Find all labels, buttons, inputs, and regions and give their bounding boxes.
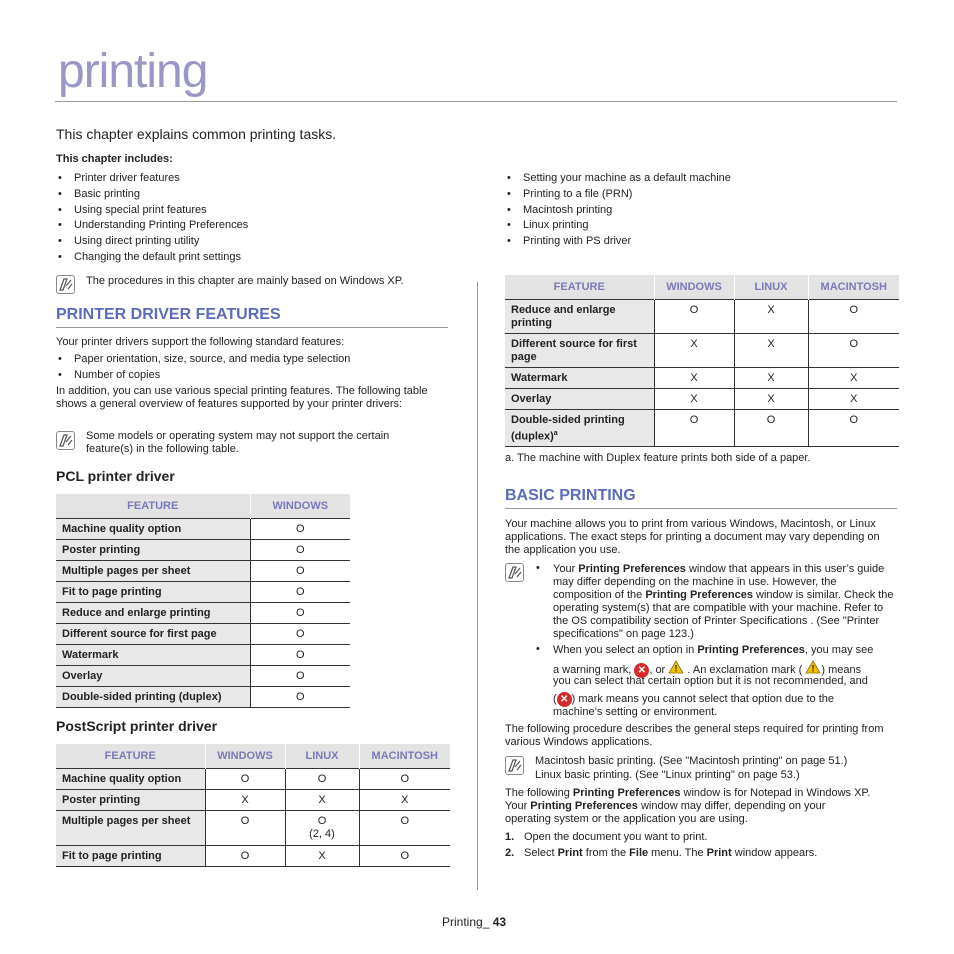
text-run: a warning mark, bbox=[553, 663, 632, 676]
error-icon: ✕ bbox=[557, 692, 572, 707]
value-cell: O bbox=[250, 645, 350, 666]
toc-item: • Basic printing bbox=[56, 187, 456, 203]
text-run: Select bbox=[524, 847, 558, 859]
table-row bbox=[505, 334, 899, 368]
value-cell: O bbox=[250, 540, 350, 561]
value-cell: O bbox=[205, 811, 285, 846]
value-cell: X bbox=[205, 790, 285, 811]
value-cell: X bbox=[808, 389, 899, 410]
text-run: ( bbox=[553, 693, 557, 705]
toc-left bbox=[56, 171, 456, 266]
feature-cell: Fit to page printing bbox=[56, 846, 205, 867]
value-cell: O bbox=[808, 334, 899, 368]
feature-cell: Different source for first page bbox=[56, 624, 250, 645]
note-linux: Linux basic printing. (See "Linux printing" on page 53.) bbox=[535, 769, 800, 781]
ps-table bbox=[56, 744, 450, 867]
footer-label: Printing_ bbox=[442, 915, 490, 929]
page-footer bbox=[442, 915, 506, 929]
table-header-row bbox=[56, 744, 450, 769]
text-run: from the bbox=[582, 847, 630, 859]
text-run: When you select an option in bbox=[553, 644, 698, 656]
text-run: Open the document you want to print. bbox=[524, 831, 708, 843]
table-row bbox=[56, 645, 350, 666]
text-run: window that appears in this user’s guide may differ depending on the machine in use. However, the composition of the bbox=[553, 563, 885, 601]
table-header-row bbox=[56, 494, 350, 519]
section-rule bbox=[56, 327, 448, 328]
value-cell: O bbox=[654, 300, 734, 334]
value-cell: O bbox=[250, 666, 350, 687]
table-row bbox=[505, 300, 899, 334]
section-rule bbox=[505, 508, 897, 509]
warning-glyph: ! bbox=[674, 663, 678, 674]
table-row bbox=[56, 790, 450, 811]
feature-cell: Double-sided printing (duplex)$^a$ bbox=[505, 410, 654, 447]
value-cell: X bbox=[734, 300, 808, 334]
note-preferences bbox=[553, 563, 897, 641]
column-divider bbox=[477, 282, 478, 890]
value-cell: O bbox=[654, 410, 734, 447]
toc-item: • Changing the default print settings bbox=[56, 250, 456, 266]
toc-item: • Using special print features bbox=[56, 203, 456, 219]
note-windows-xp: The procedures in this chapter are mainly based on Windows XP. bbox=[86, 275, 404, 287]
value-cell: O bbox=[808, 410, 899, 447]
note-icon bbox=[56, 275, 75, 294]
list-item: • Number of copies bbox=[56, 368, 448, 384]
basic-p2: The following procedure describes the general steps required for printing from various Windows applications. bbox=[505, 723, 884, 748]
step-number: 2. bbox=[505, 847, 515, 859]
note-mac: Macintosh basic printing. (See "Macintosh printing" on page 51.) bbox=[535, 755, 848, 767]
note-icon bbox=[56, 431, 75, 450]
text-run: window may differ, depending on your bbox=[637, 800, 826, 812]
text-run: window is similar. Check the operating system(s) that are compatible with your machine. Refer to the OS compatibility section of Printer Specifications . (See "Printer specifications" on page 123.) bbox=[553, 589, 894, 640]
footnote-marker: a bbox=[553, 430, 558, 437]
toc-item: • Printing to a file (PRN) bbox=[505, 187, 905, 203]
table-row bbox=[505, 389, 899, 410]
text-run: Printing Preferences bbox=[578, 563, 686, 575]
value-cell: O bbox=[359, 811, 450, 846]
column-header: FEATURE bbox=[56, 494, 250, 519]
basic-p1: Your machine allows you to print from various Windows, Macintosh, or Linux applications. The exact steps for printing a document may vary depending on the application you use. bbox=[505, 518, 880, 556]
table-row bbox=[56, 846, 450, 867]
features-table bbox=[505, 275, 899, 447]
section-heading-driver: PRINTER DRIVER FEATURES bbox=[56, 306, 281, 323]
column-header: FEATURE bbox=[505, 275, 654, 300]
driver-p1: Your printer drivers support the following standard features: bbox=[56, 336, 345, 348]
text-run: Your bbox=[505, 800, 531, 812]
text-run: window appears. bbox=[731, 847, 818, 859]
text-run: menu. The bbox=[648, 847, 707, 859]
title-rule bbox=[55, 101, 897, 102]
driver-bullets bbox=[56, 352, 448, 384]
value-cell: X bbox=[734, 368, 808, 389]
value-cell: O bbox=[205, 846, 285, 867]
note-icon bbox=[505, 563, 524, 582]
page-number: 43 bbox=[492, 915, 507, 929]
text-run: The following bbox=[505, 787, 573, 799]
column-header: MACINTOSH bbox=[808, 275, 899, 300]
toc-item: • Setting your machine as a default machine bbox=[505, 171, 905, 187]
toc-item: • Macintosh printing bbox=[505, 203, 905, 219]
value-cell: O bbox=[808, 300, 899, 334]
toc-item: • Using direct printing utility bbox=[56, 234, 456, 250]
value-cell: X bbox=[654, 334, 734, 368]
feature-cell: Fit to page printing bbox=[56, 582, 250, 603]
column-header: WINDOWS bbox=[250, 494, 350, 519]
value-cell: X bbox=[285, 846, 359, 867]
driver-p2: In addition, you can use various special printing features. The following table shows a general overview of features supported by your printer drivers: bbox=[56, 385, 428, 410]
column-header: WINDOWS bbox=[205, 744, 285, 769]
table-row bbox=[56, 687, 350, 708]
toc-right bbox=[505, 171, 905, 250]
feature-cell: Multiple pages per sheet bbox=[56, 561, 250, 582]
warning-glyph: ! bbox=[811, 663, 815, 674]
text-run: File bbox=[629, 847, 649, 859]
toc-item: • Understanding Printing Preferences bbox=[56, 218, 456, 234]
text-run: ) means bbox=[821, 663, 862, 676]
value-cell: O bbox=[250, 603, 350, 624]
value-cell: O bbox=[285, 769, 359, 790]
text-run: Print bbox=[706, 847, 732, 859]
feature-cell: Reduce and enlarge printing bbox=[505, 300, 654, 334]
feature-cell: Watermark bbox=[56, 645, 250, 666]
text-run: . An exclamation mark ( bbox=[687, 663, 803, 676]
feature-cell: Poster printing bbox=[56, 540, 250, 561]
text-run: , or bbox=[649, 663, 666, 676]
table-row bbox=[56, 666, 350, 687]
text-run: Printing Preferences bbox=[530, 800, 638, 812]
feature-cell: Machine quality option bbox=[56, 519, 250, 540]
text-run: Printing Preferences bbox=[645, 589, 753, 601]
text-run: Printing Preferences bbox=[572, 787, 681, 799]
feature-cell: Overlay bbox=[56, 666, 250, 687]
page-title: printing bbox=[58, 45, 208, 98]
table-row bbox=[56, 603, 350, 624]
column-header: MACINTOSH bbox=[359, 744, 450, 769]
value-cell: X bbox=[808, 368, 899, 389]
step-item bbox=[505, 846, 895, 862]
toc-item: • Printer driver features bbox=[56, 171, 456, 187]
toc-item: • Linux printing bbox=[505, 218, 905, 234]
feature-cell: Poster printing bbox=[56, 790, 205, 811]
value-cell: O bbox=[734, 410, 808, 447]
feature-cell: Overlay bbox=[505, 389, 654, 410]
value-cell: O bbox=[250, 582, 350, 603]
value-cell: X bbox=[654, 368, 734, 389]
step-number: 1. bbox=[505, 831, 515, 843]
feature-cell: Reduce and enlarge printing bbox=[56, 603, 250, 624]
value-cell: O bbox=[359, 846, 450, 867]
table-row bbox=[56, 561, 350, 582]
pcl-heading: PCL printer driver bbox=[56, 468, 175, 484]
feature-cell: Multiple pages per sheet bbox=[56, 811, 205, 846]
note-warning-line: you can select that certain option but it is not recommended, and bbox=[553, 675, 868, 687]
text-run: window is for Notepad in Windows XP. bbox=[680, 787, 871, 799]
feature-cell: Double-sided printing (duplex) bbox=[56, 687, 250, 708]
column-header: LINUX bbox=[734, 275, 808, 300]
table-row bbox=[56, 624, 350, 645]
value-cell: X bbox=[734, 334, 808, 368]
intro-text: This chapter explains common printing tasks. bbox=[56, 126, 337, 142]
table-header-row bbox=[505, 275, 899, 300]
value-cell: O bbox=[250, 624, 350, 645]
table-row bbox=[505, 368, 899, 389]
feature-cell: Machine quality option bbox=[56, 769, 205, 790]
toc-item: • Printing with PS driver bbox=[505, 234, 905, 250]
value-cell: X bbox=[285, 790, 359, 811]
column-header: LINUX bbox=[285, 744, 359, 769]
note-support: Some models or operating system may not support the certain feature(s) in the following table. bbox=[86, 430, 390, 455]
value-cell: O bbox=[250, 519, 350, 540]
value-cell: X bbox=[359, 790, 450, 811]
table-footnote: a. The machine with Duplex feature prints both side of a paper. bbox=[505, 452, 811, 464]
value-cell: X bbox=[654, 389, 734, 410]
text-run: ) mark means you cannot select that option due to the bbox=[571, 693, 834, 705]
bullet-dot: • bbox=[536, 562, 540, 574]
text-run: Print bbox=[557, 847, 583, 859]
value-cell: O bbox=[205, 769, 285, 790]
table-row bbox=[56, 540, 350, 561]
text-run: , you may see bbox=[804, 644, 874, 656]
list-item: • Paper orientation, size, source, and media type selection bbox=[56, 352, 448, 368]
feature-cell: Watermark bbox=[505, 368, 654, 389]
value-cell: O bbox=[250, 687, 350, 708]
table-row bbox=[56, 811, 450, 846]
table-row bbox=[56, 519, 350, 540]
section-heading-basic: BASIC PRINTING bbox=[505, 487, 636, 504]
value-cell: O bbox=[359, 769, 450, 790]
table-row bbox=[56, 769, 450, 790]
text-run: Printing Preferences bbox=[697, 644, 805, 656]
value-cell: O (2, 4) bbox=[285, 811, 359, 846]
steps-list bbox=[505, 830, 895, 862]
ps-heading: PostScript printer driver bbox=[56, 718, 218, 734]
table-row bbox=[56, 582, 350, 603]
step-item bbox=[505, 830, 895, 846]
pcl-table bbox=[56, 494, 350, 708]
column-header: FEATURE bbox=[56, 744, 205, 769]
feature-cell: Different source for first page bbox=[505, 334, 654, 368]
text-run: operating system or the application you are using. bbox=[505, 813, 748, 825]
note-icon bbox=[505, 756, 524, 775]
includes-label: This chapter includes: bbox=[56, 153, 173, 165]
note-error-line: machine’s setting or environment. bbox=[553, 706, 718, 718]
note-select-option bbox=[553, 644, 897, 657]
error-icon: ✕ bbox=[634, 663, 649, 678]
table-row bbox=[505, 410, 899, 447]
column-header: WINDOWS bbox=[654, 275, 734, 300]
bullet-dot: • bbox=[536, 643, 540, 655]
value-cell: X bbox=[734, 389, 808, 410]
basic-p3 bbox=[505, 787, 900, 826]
value-cell: O bbox=[250, 561, 350, 582]
text-run: Your bbox=[553, 563, 579, 575]
